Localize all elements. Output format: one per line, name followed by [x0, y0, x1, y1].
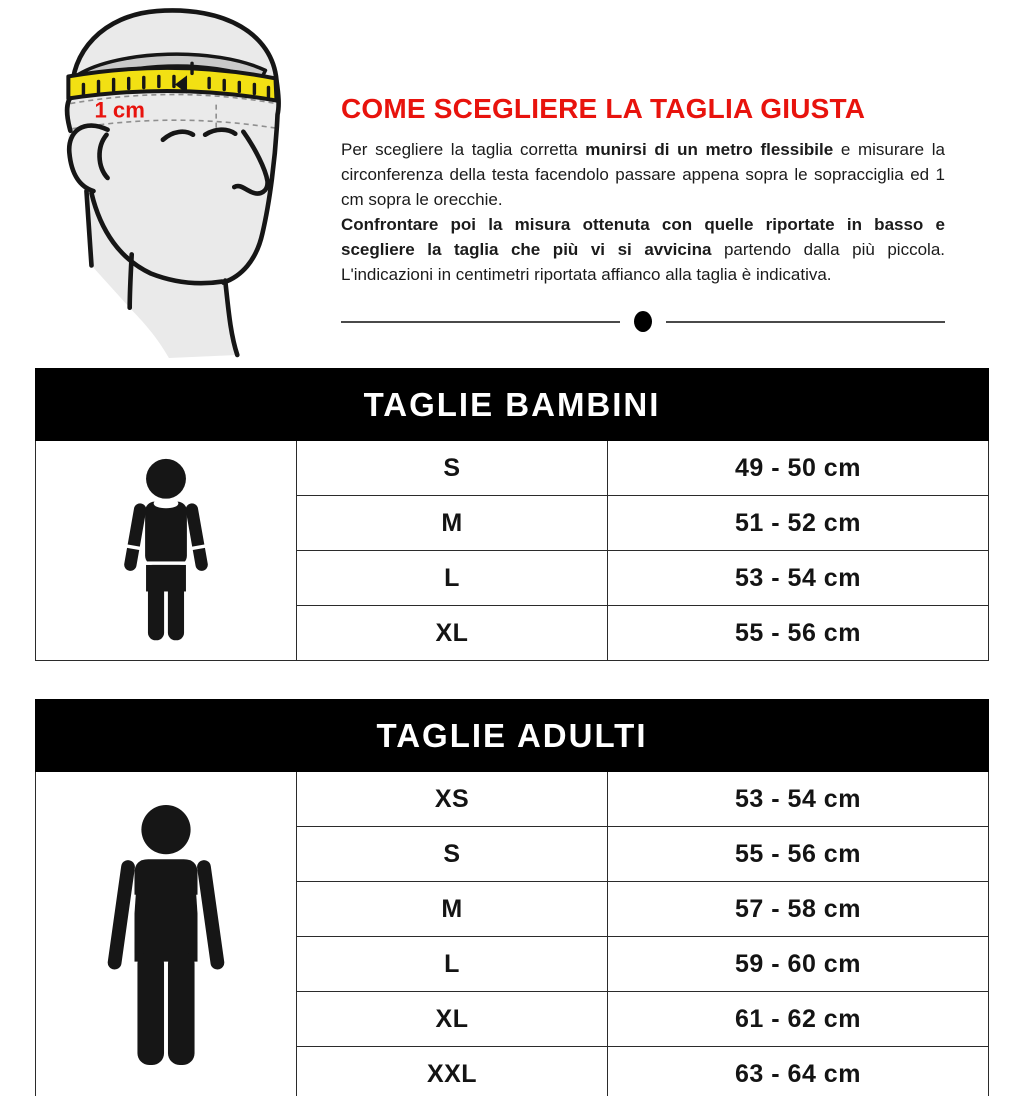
kids-icon-cell: [36, 441, 297, 661]
size-cell: L: [297, 937, 608, 992]
range-cell: 53 - 54 cm: [607, 551, 988, 606]
range-cell: 63 - 64 cm: [608, 1047, 989, 1096]
one-cm-label: 1 cm: [94, 97, 145, 123]
range-cell: 55 - 56 cm: [607, 606, 988, 661]
range-cell: 49 - 50 cm: [607, 441, 988, 496]
size-cell: M: [297, 882, 608, 937]
paragraph-segment: e misurare la circonferenza della testa facendolo passare appena sopra le sopracciglia ed 1 cm sopra le orecchie.: [341, 140, 945, 209]
size-cell: S: [296, 441, 607, 496]
kids-size-table: [35, 368, 989, 661]
adults-table-title: TAGLIE ADULTI: [36, 700, 989, 772]
size-cell: S: [297, 827, 608, 882]
head-illustration: [28, 0, 340, 362]
head-with-measuring-tape-icon: [28, 0, 340, 362]
size-cell: L: [296, 551, 607, 606]
table-row: [36, 772, 989, 827]
intro-section: [0, 0, 1024, 368]
size-cell: XL: [297, 992, 608, 1047]
guide-title: COME SCEGLIERE LA TAGLIA GIUSTA: [341, 93, 866, 124]
section-divider: [341, 311, 945, 332]
divider-line: [666, 321, 945, 323]
size-cell: XL: [296, 606, 607, 661]
size-cell: XS: [297, 772, 608, 827]
guide-paragraph: [341, 137, 945, 287]
adults-icon-cell: [36, 772, 297, 1096]
size-cell: XXL: [297, 1047, 608, 1096]
range-cell: 57 - 58 cm: [608, 882, 989, 937]
range-cell: 51 - 52 cm: [607, 496, 988, 551]
size-cell: M: [296, 496, 607, 551]
adults-size-table: [35, 699, 989, 1096]
paragraph-segment: partendo dalla più piccola. L'indicazioni in centimetri riportata affianco alla taglia è indicativa.: [341, 240, 945, 284]
range-cell: 55 - 56 cm: [608, 827, 989, 882]
child-figure-icon: [117, 456, 215, 646]
adult-figure-icon: [102, 804, 230, 1070]
paragraph-bold-segment: munirsi di un metro flessibile: [585, 140, 834, 159]
kids-table-title: TAGLIE BAMBINI: [36, 369, 989, 441]
divider-line: [341, 321, 620, 323]
paragraph-bold-segment: Confrontare poi la misura ottenuta con quelle riportate in basso e scegliere la taglia che più vi si avvicina: [341, 215, 945, 259]
range-cell: 59 - 60 cm: [608, 937, 989, 992]
range-cell: 53 - 54 cm: [608, 772, 989, 827]
paragraph-segment: Per scegliere la taglia corretta: [341, 140, 586, 159]
range-cell: 61 - 62 cm: [608, 992, 989, 1047]
divider-dot-icon: [634, 311, 652, 332]
table-row: [36, 441, 989, 496]
intro-text-column: [341, 0, 945, 332]
